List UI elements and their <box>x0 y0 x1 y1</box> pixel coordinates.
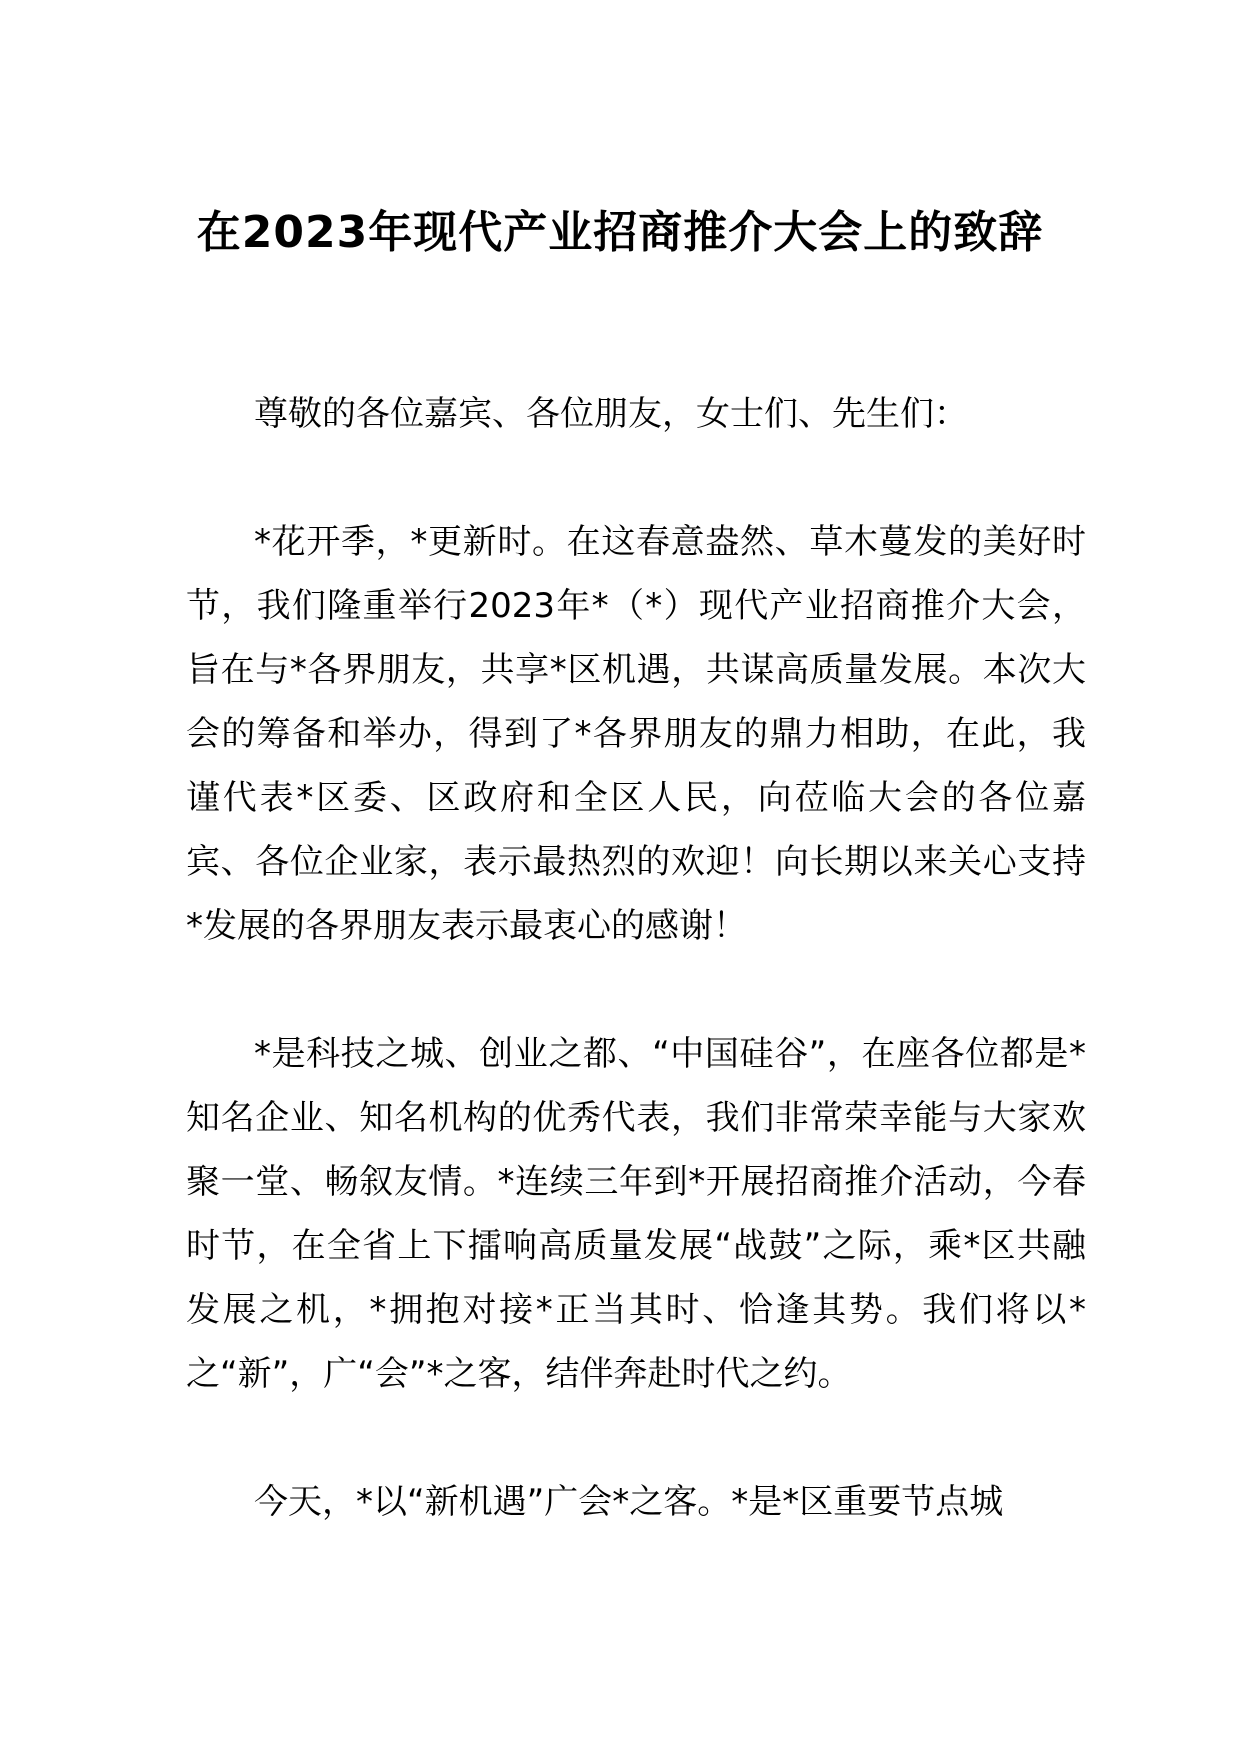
body-paragraph: *花开季，*更新时。在这春意盎然、草木蔓发的美好时节，我们隆重举行2023年*（*）现代产业招商推介大会，旨在与*各界朋友，共享*区机遇，共谋高质量发展。本次大会的筹备和举办，得到了*各界朋友的鼎力相助，在此，我谨代表*区委、区政府和全区人民，向莅临大会的各位嘉宾、各位企业家，表示最热烈的欢迎！向长期以来关心支持*发展的各界朋友表示最衷心的感谢！ <box>186 522 1086 946</box>
body-paragraph: 今天，*以“新机遇”广会*之客。*是*区重要节点城 <box>254 1482 1004 1522</box>
body-paragraph: *是科技之城、创业之都、“中国硅谷”，在座各位都是*知名企业、知名机构的优秀代表，我们非常荣幸能与大家欢聚一堂、畅叙友情。*连续三年到*开展招商推介活动，今春时节，在全省上下擂响高质量发展“战鼓”之际，乘*区共融发展之机，*拥抱对接*正当其时、恰逢其势。我们将以*之“新”，广“会”*之客，结伴奔赴时代之约。 <box>186 1034 1086 1394</box>
document-body <box>186 382 1086 1598</box>
greeting-paragraph: 尊敬的各位嘉宾、各位朋友，女士们、先生们： <box>254 394 968 434</box>
document-title: 在2023年现代产业招商推介大会上的致辞 <box>196 207 1044 258</box>
